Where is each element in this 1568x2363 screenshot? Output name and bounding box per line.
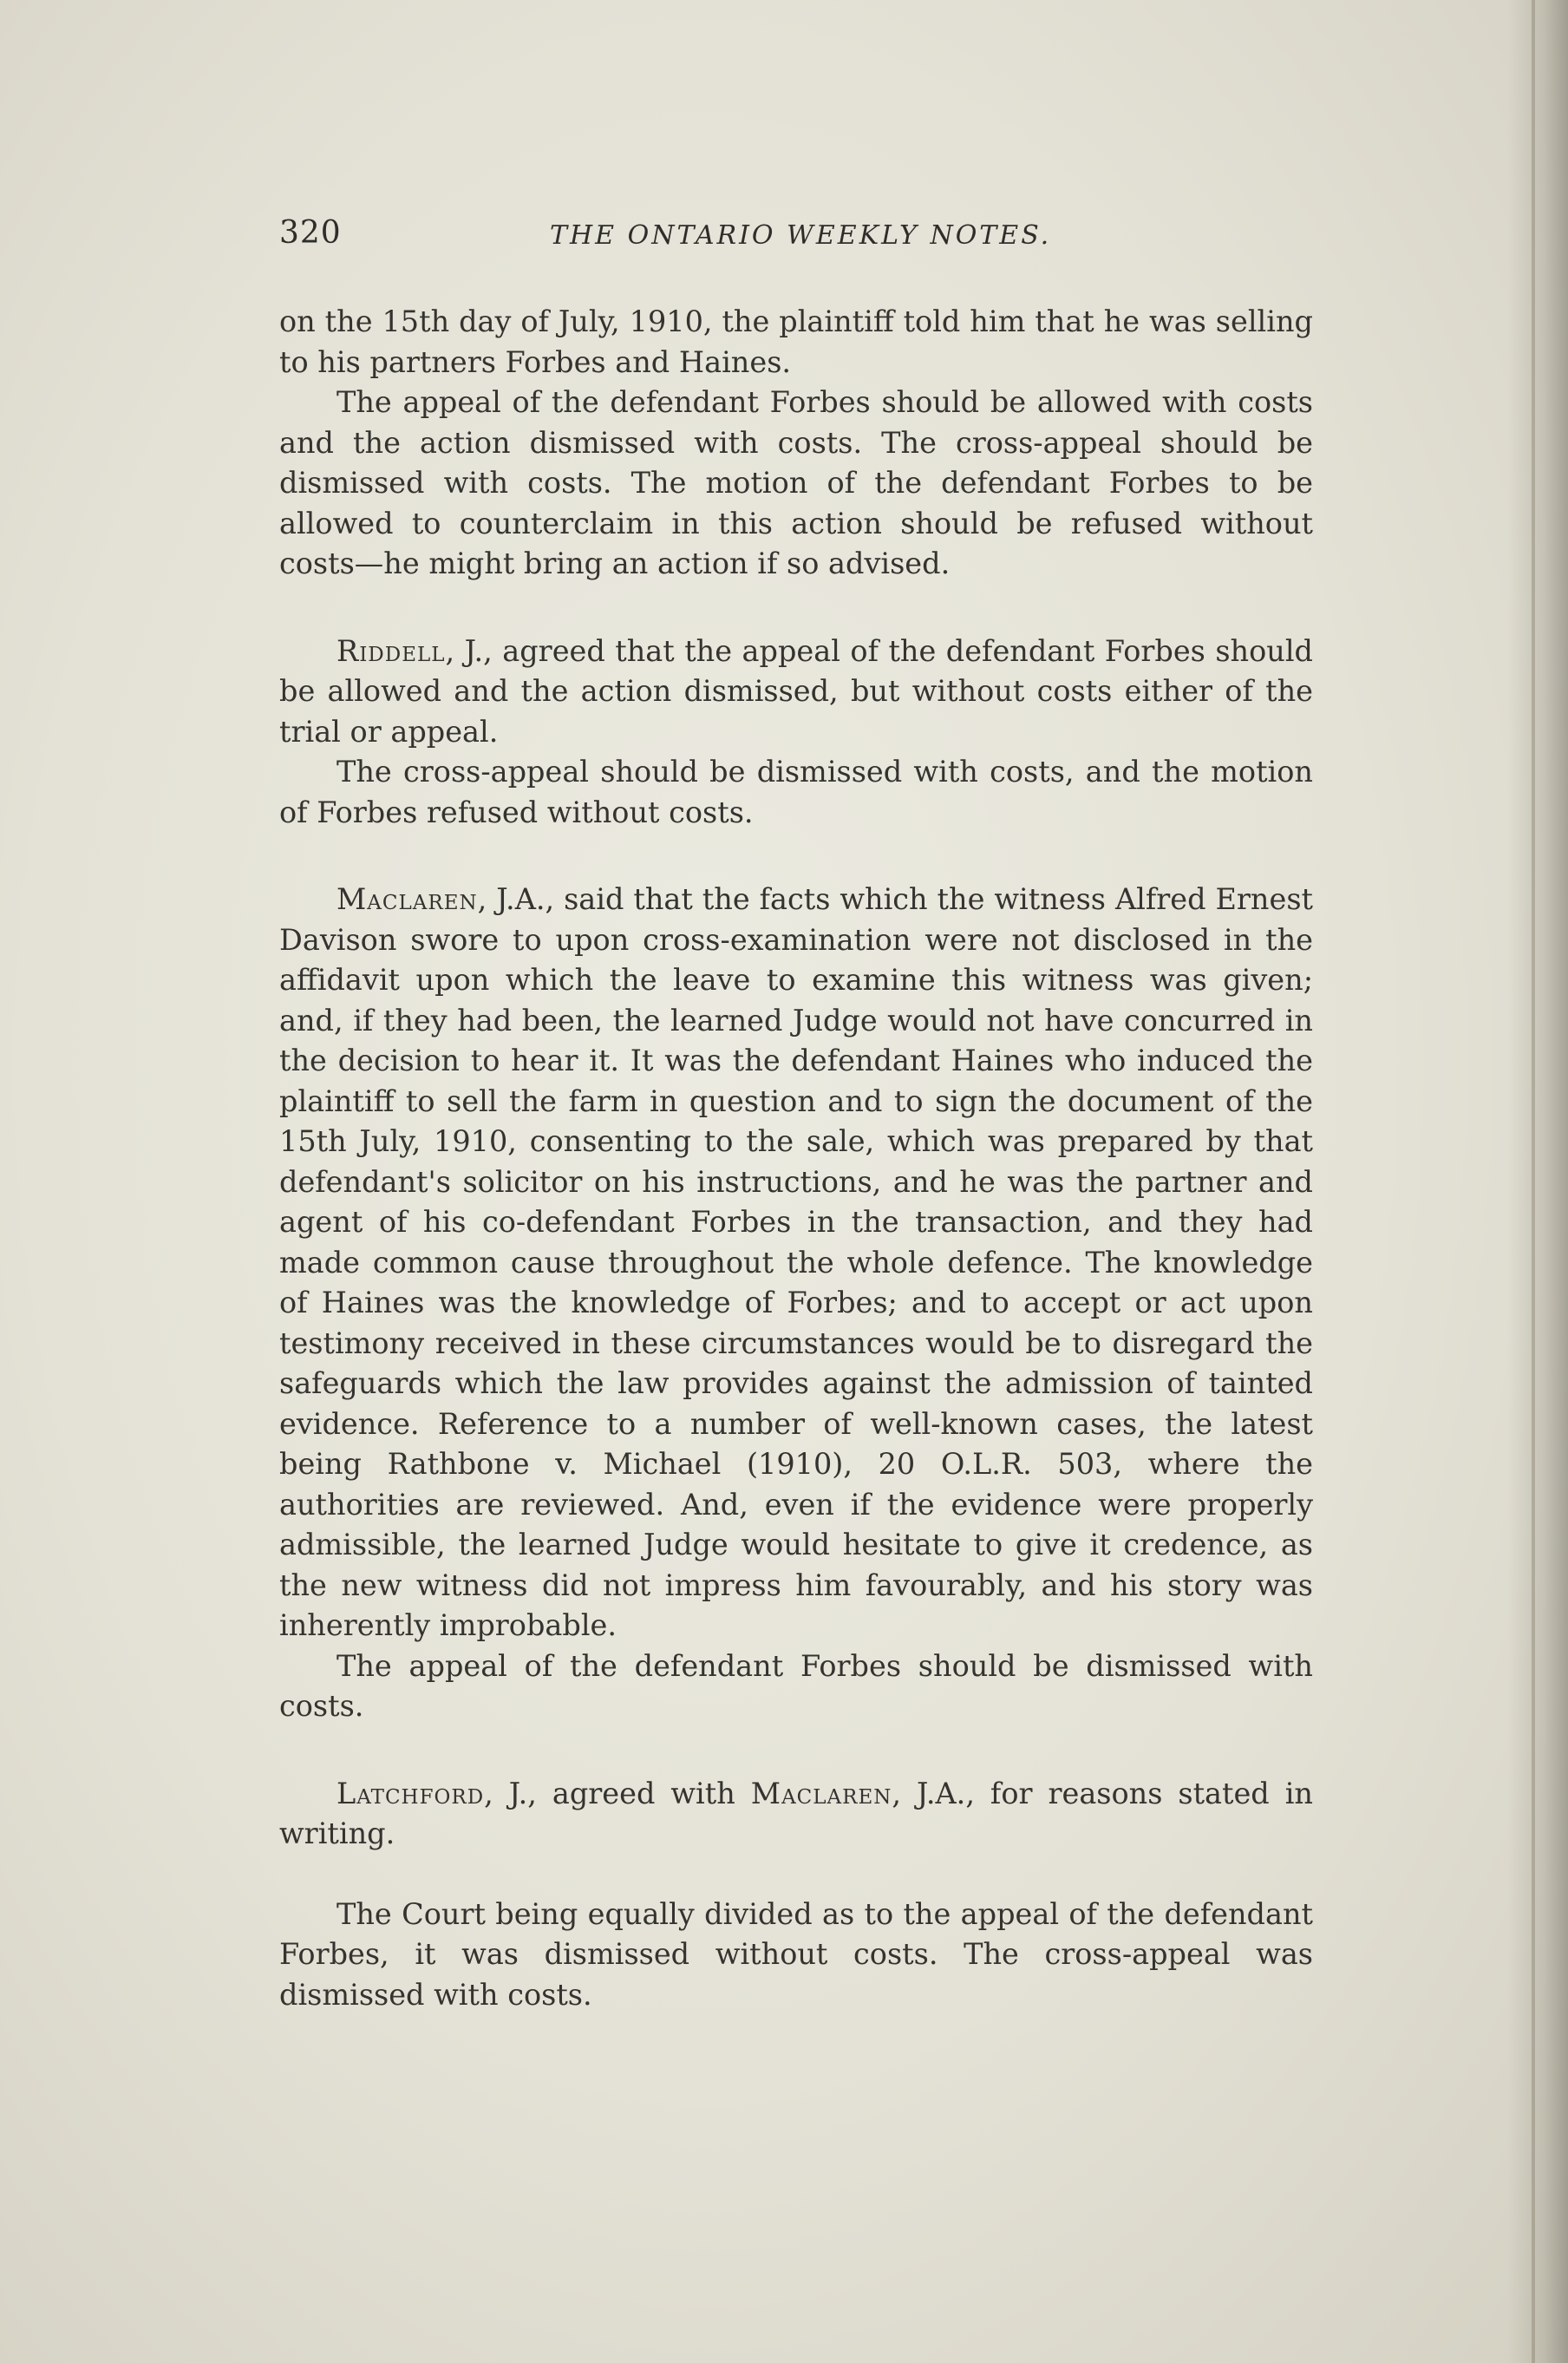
- opinion-text: , J., agreed with: [484, 1776, 751, 1810]
- page-number: 320: [279, 215, 342, 251]
- judge-name: Riddell: [336, 633, 446, 668]
- paragraph-appeal-dismissed: The appeal of the defendant Forbes should be dismissed with costs.: [279, 1648, 1313, 1723]
- paragraph-latchford-opinion: [279, 1774, 1313, 1855]
- paragraph-forbes-appeal: The appeal of the defendant Forbes should be allowed with costs and the action dismissed with costs. The cross-appeal should be dismissed with costs. The motion of the defendant Forbes to be allowed to counterclaim in this action should be refused without costs—he might bring an action if so advised.: [279, 385, 1313, 580]
- paragraph-court-decision: The Court being equally divided as to the appeal of the defendant Forbes, it was dismissed without costs. The cross-appeal was dismissed with costs.: [279, 1896, 1313, 2012]
- judge-name: Maclaren: [336, 882, 478, 916]
- paragraph-cross-appeal: The cross-appeal should be dismissed with costs, and the motion of Forbes refused without costs.: [279, 755, 1313, 829]
- running-title: THE ONTARIO WEEKLY NOTES.: [550, 220, 1052, 251]
- page-fold-line: [1532, 0, 1535, 2363]
- opinion-text: , J.A., said that the facts which the witness Alfred Ernest Davison swore to upon cross-examination were not disclosed in the affidavit upon which the leave to examine this witness was given; and, if they had been, the learned Judge would not have concurred in the decision to hear it. It was the defendant Haines who induced the plaintiff to sell the farm in question and to sign the document of the 15th July, 1910, consenting to the sale, which was prepared by that defendant's solicitor on his instructions, and he was the partner and agent of his co-defendant Forbes in the transaction, and they had made common cause throughout the whole defence. The knowledge of Haines was the knowledge of Forbes; and to accept or act upon testimony received in these circumstances would be to disregard the safeguards which the law provides against the admission of tainted evidence. Reference to a number of well-known cases, the latest being Rathbone v. Michael (1910), 20 O.L.R. 503, where the authorities are reviewed. And, even if the evidence were properly admissible, the learned Judge would hesitate to give it credence, as the new witness did not impress him favourably, and his story was inherently improbable.: [279, 882, 1313, 1642]
- paragraph-riddell-opinion: [279, 632, 1313, 753]
- paragraph-continuation: on the 15th day of July, 1910, the plaintiff told him that he was selling to his partners Forbes and Haines.: [279, 304, 1313, 379]
- judge-name-2: Maclaren: [750, 1776, 892, 1810]
- paragraph-maclaren-opinion: [279, 880, 1313, 1646]
- judge-name: Latchford: [336, 1776, 485, 1810]
- page-spine-shadow: [1507, 0, 1568, 2363]
- running-header: [279, 215, 1311, 259]
- opinion-text: , J., agreed that the appeal of the defendant Forbes should be allowed and the action dismissed, but without costs either of the trial or appeal.: [279, 633, 1313, 749]
- opinion-text-2: , J.A., for reasons stated in writing.: [279, 1776, 1313, 1850]
- body-text: [279, 302, 1313, 2015]
